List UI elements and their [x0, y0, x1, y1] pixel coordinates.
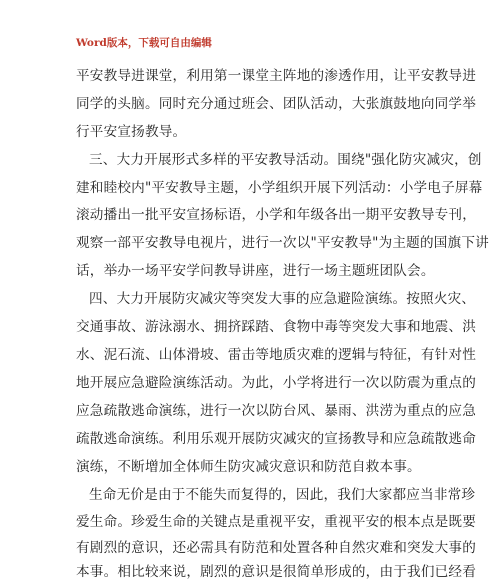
paragraph-line: 疏散逃命演练。利用乐观开展防灾减灾的宣扬教导和应急疏散逃命 [76, 431, 477, 447]
paragraph-line: 四、大力开展防灾减灾等突发大事的应急避险演练。按照火灾、 [89, 291, 476, 307]
word-version-note: Word版本，下载可自由编辑 [76, 37, 212, 49]
paragraph-line: 同学的头脑。同时充分通过班会、团队活动，大张旗鼓地向同学举 [76, 96, 477, 112]
paragraph-line: 交通事故、游泳溺水、拥挤踩踏、食物中毒等突发大事和地震、洪 [76, 319, 477, 335]
paragraph-line: 三、大力开展形式多样的平安教导活动。围绕"强化防灾减灾，创 [89, 152, 482, 168]
paragraph-line: 应急疏散逃命演练，进行一次以防台风、暴雨、洪涝为重点的应急 [76, 403, 477, 419]
paragraph-line: 平安教导进课堂，利用第一课堂主阵地的渗透作用，让平安教导进 [76, 68, 477, 84]
paragraph-line: 观察一部平安教导电视片，进行一次以"平安教导"为主题的国旗下讲 [76, 235, 489, 251]
paragraph-line: 有剧烈的意识，还必需具有防范和处置各种自然灾难和突发大事的 [76, 540, 477, 556]
paragraph-line: 演练，不断增加全体师生防灾减灾意识和防范自救本事。 [76, 459, 421, 475]
paragraph-line: 水、泥石流、山体滑坡、雷击等地质灾难的逻辑与特征，有针对性 [76, 347, 477, 363]
paragraph-line: 话，举办一场平安学问教导讲座，进行一场主题班团队会。 [76, 263, 435, 279]
paragraph-line: 地开展应急避险演练活动。为此，小学将进行一次以防震为重点的 [76, 375, 477, 391]
paragraph-line: 滚动播出一批平安宣扬标语，小学和年级各出一期平安教导专刊， [76, 207, 477, 223]
paragraph-line: 行平安宣扬教导。 [76, 124, 187, 140]
paragraph-line: 建和睦校内"平安教导主题，小学组织开展下列活动：小学电子屏幕 [76, 180, 483, 196]
paragraph-line: 爱生命。珍爱生命的关键点是重视平安，重视平安的根本点是既要 [76, 514, 477, 530]
paragraph-line: 生命无价是由于不能失而复得的，因此，我们大家都应当非常珍 [89, 487, 476, 503]
paragraph-line: 本事。相比较来说，剧烈的意识是很简单形成的，由于我们已经看 [76, 564, 477, 580]
